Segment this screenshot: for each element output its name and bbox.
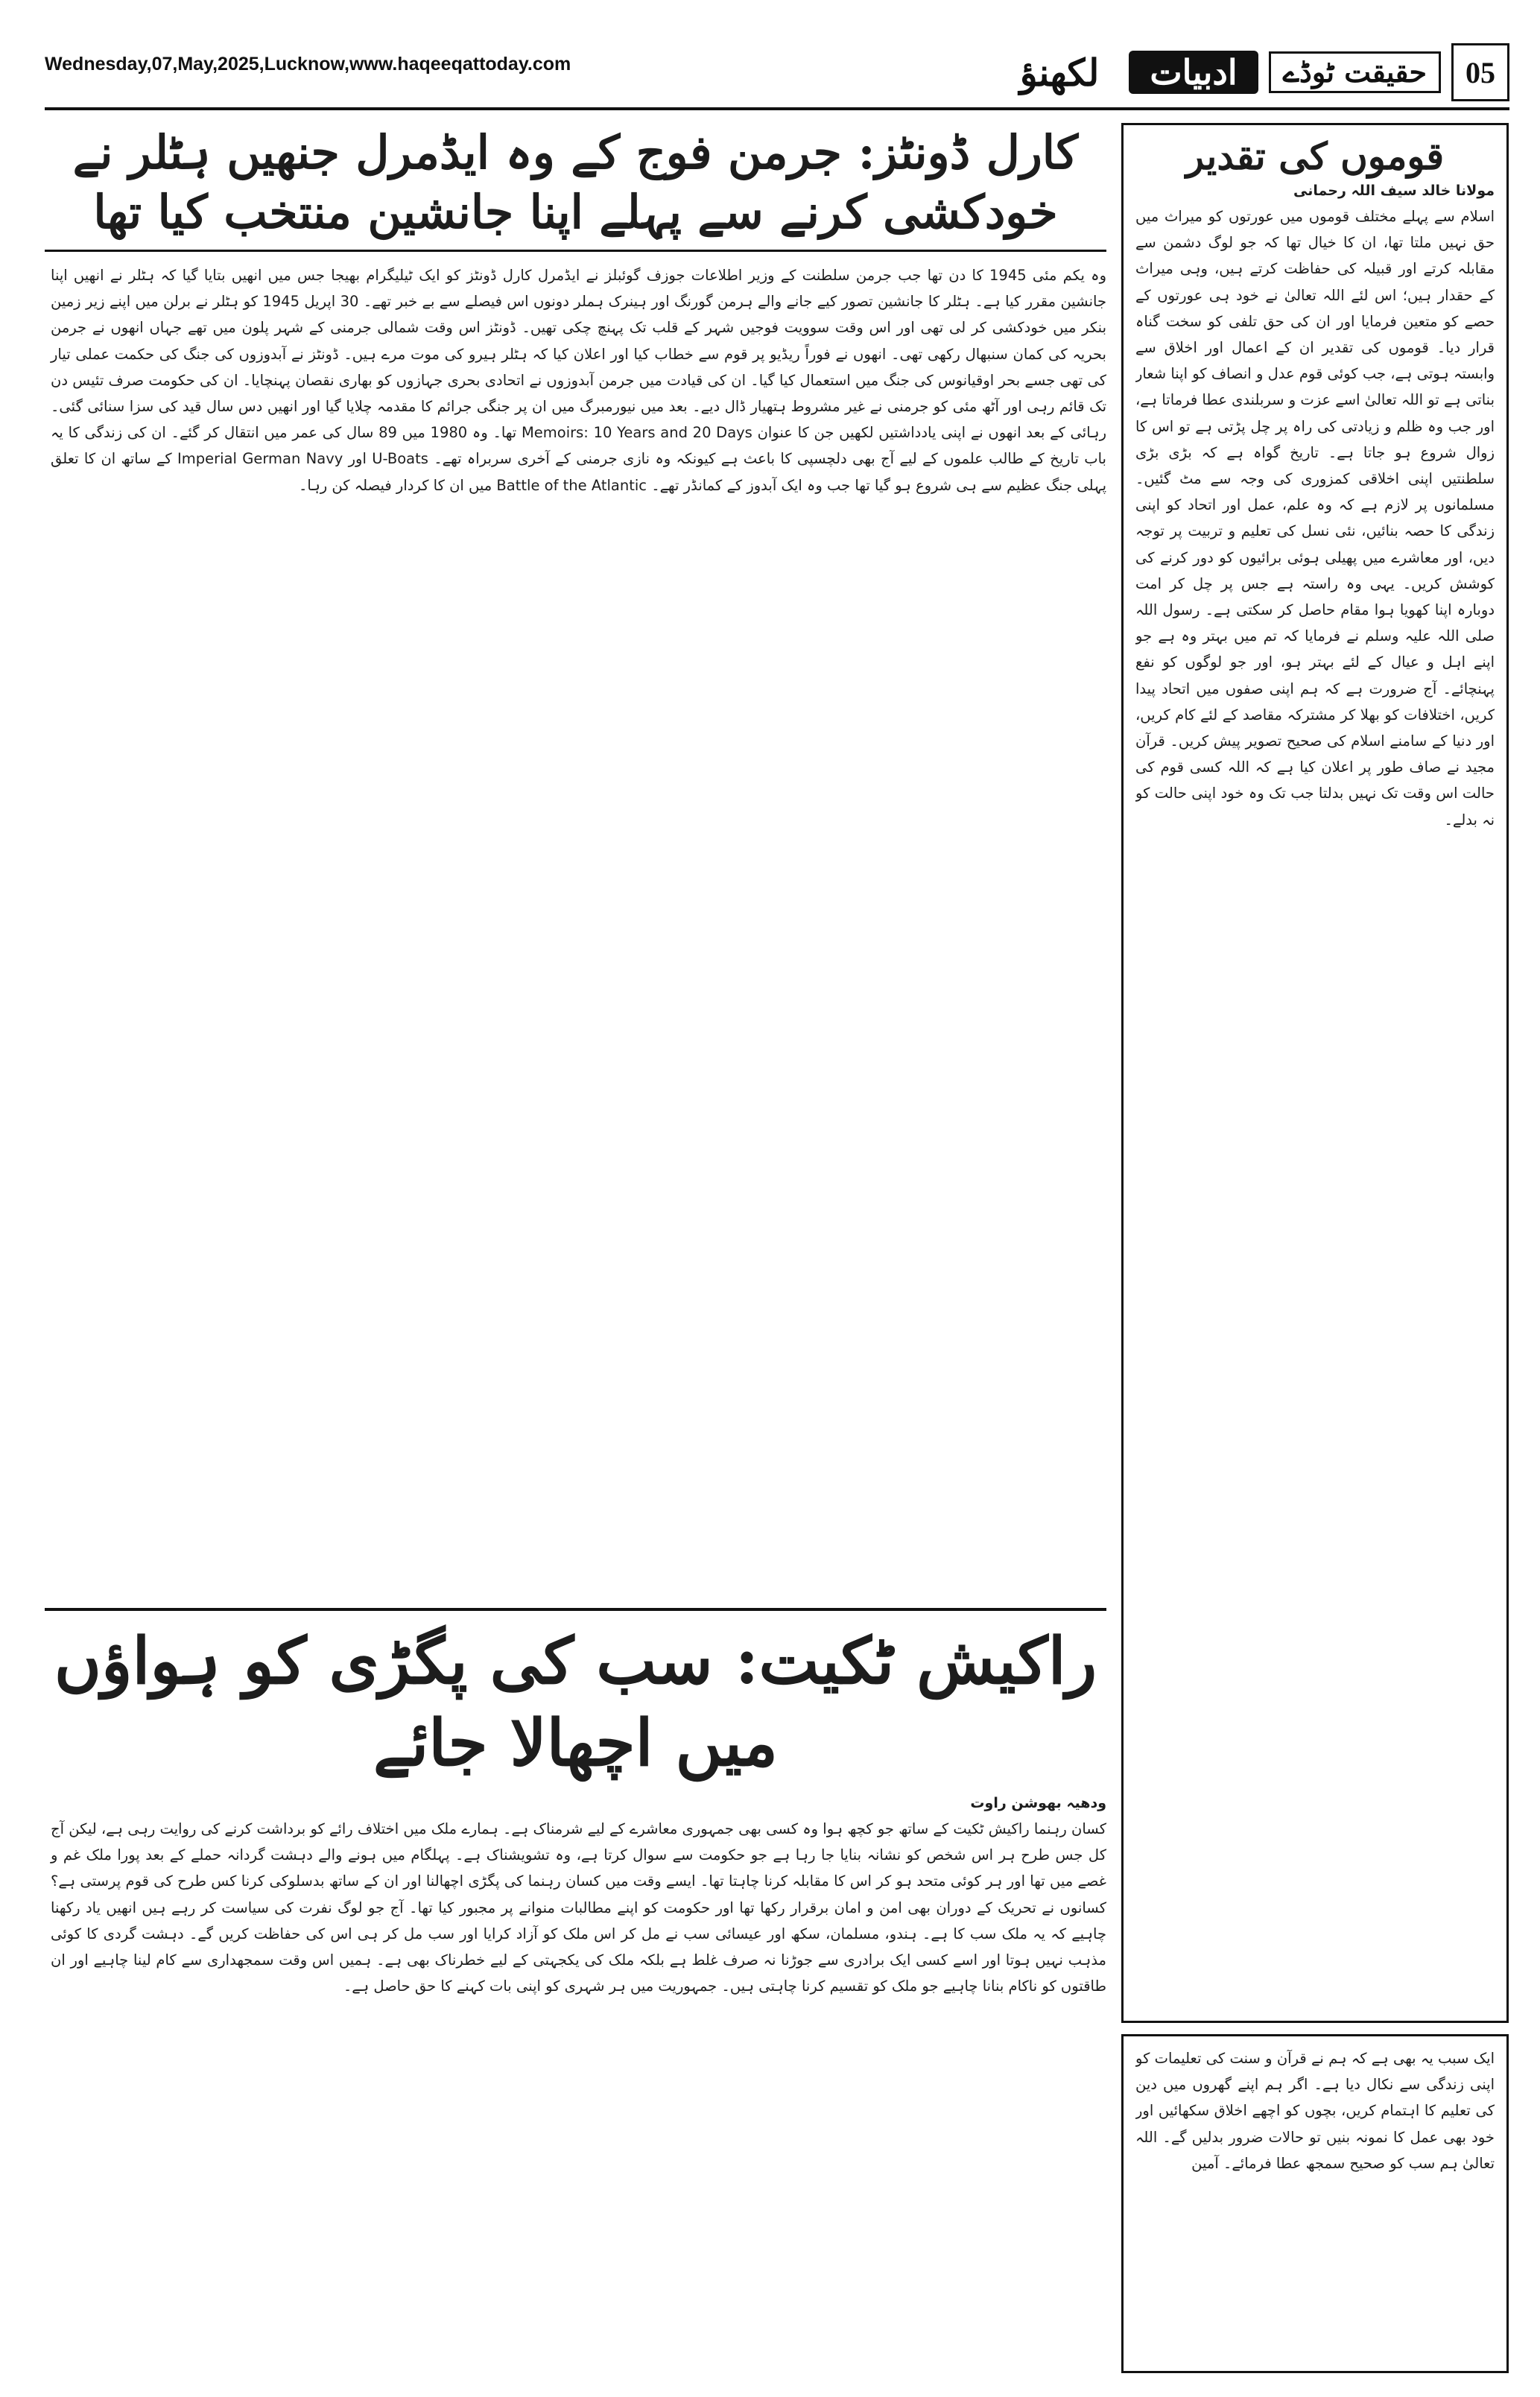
article-karl-donitz [45,123,1106,1613]
article2-author: ودھیہ بھوشن راوت [970,1795,1106,1811]
column-right-text: اسلام سے پہلے مختلف قوموں میں عورتوں کو میراث میں حق نہیں ملتا تھا، ان کا خیال تھا کہ جو لوگ دشمن سے مقابلہ کرتے اور قبیلہ کی حفاظت کرتے ہیں، وہی میراث کے حقدار ہیں؛ اس لئے اللہ تعالیٰ نے خود ہی عورتوں کے حصے کو متعین فرمایا اور ان کی حق تلفی کو سخت گناہ قرار دیا۔ قوموں کی تقدیر ان کے اعمال اور اخلاق سے وابستہ ہوتی ہے، جب کوئی قوم عدل و انصاف کو اپنا شعار بناتی ہے تو اللہ تعالیٰ اسے عزت و سربلندی عطا فرماتا ہے، اور جب وہ ظلم و زیادتی کی راہ پر چل پڑتی ہے تو اس کا زوال شروع ہو جاتا ہے۔ تاریخ گواہ ہے کہ بڑی بڑی سلطنتیں اپنی اخلاقی کمزوری کی وجہ سے مٹ گئیں۔ مسلمانوں پر لازم ہے کہ وہ علم، عمل اور اتحاد کو اپنی زندگی کا حصہ بنائیں، نئی نسل کی تعلیم و تربیت پر توجہ دیں، اور معاشرے میں پھیلی ہوئی برائیوں کو دور کرنے کی کوشش کریں۔ یہی وہ راستہ ہے جس پر چل کر امت دوبارہ اپنا کھویا ہوا مقام حاصل کر سکتی ہے۔ رسول اللہ صلی اللہ علیہ وسلم نے فرمایا کہ تم میں بہتر وہ ہے جو اپنے اہل و عیال کے لئے بہتر ہو، اور جو لوگوں کو نفع پہنچائے۔ آج ضرورت ہے کہ ہم اپنی صفوں میں اتحاد پیدا کریں، اختلافات کو بھلا کر مشترکہ مقاصد کے لئے کام کریں، اور دنیا کے سامنے اسلام کی صحیح تصویر پیش کریں۔ قرآن مجید نے صاف طور پر اعلان کیا ہے کہ اللہ کسی قوم کی حالت اس وقت تک نہیں بدلتا جب تک وہ خود اپنی حالت کو نہ بدلے۔ [1135,208,1495,829]
brand-bar [1001,43,1509,101]
article2-text: کسان رہنما راکیش ٹکیت کے ساتھ جو کچھ ہوا وہ کسی بھی جمہوری معاشرے کے لیے شرمناک ہے۔ ہمارے ملک میں اختلاف رائے کو برداشت کرنے کی روایت رہی ہے، لیکن آج کل جس طرح ہر اس شخص کو نشانہ بنایا جا رہا ہے جو حکومت سے سوال کرتا ہے، وہ تشویشناک ہے۔ پہلگام میں ہونے والے دہشت گردانہ حملے کے بعد پورا ملک غم و غصے میں تھا اور ہر کوئی متحد ہو کر اس کا مقابلہ کرنا چاہتا تھا۔ ایسے وقت میں کسان رہنما کی پگڑی اچھالنا اور ان کے ساتھ بدسلوکی کرنا کس طرح کی قوم پرستی ہے؟ کسانوں نے تحریک کے دوران بھی امن و امان برقرار رکھا تھا اور حکومت کو اپنے مطالبات منوانے پر مجبور کیا تھا۔ آج جو لوگ نفرت کی سیاست کر رہے ہیں انھیں یاد رکھنا چاہیے کہ یہ ملک سب کا ہے۔ ہندو، مسلمان، سکھ اور عیسائی سب نے مل کر اس ملک کو آزاد کرایا اور سب مل کر ہی اس کی حفاظت کریں گے۔ دہشت گردی کا کوئی مذہب نہیں ہوتا اور اسے کسی ایک برادری سے جوڑنا نہ صرف غلط ہے بلکہ ملک کی یکجہتی کے لیے خطرناک بھی ہے۔ ہمیں اس وقت سمجھداری سے کام لینا چاہیے اور ان طاقتوں کو ناکام بنانا چاہیے جو ملک کو تقسیم کرنا چاہتی ہیں۔ جمہوریت میں ہر شہری کو اپنی بات کہنے کا حق حاصل ہے۔ [51,1820,1106,1995]
dateline: Wednesday,07,May,2025,Lucknow,www.haqeeqattoday.com [45,54,571,75]
article1-columns [45,262,1106,1663]
city-name: لکھنؤ [1019,50,1100,95]
page-number: 05 [1451,43,1509,101]
article-rakesh-tikait [45,1621,1106,2373]
paper-name: حقیقت ٹوڈے [1269,51,1441,93]
section-divider [45,1608,1106,1611]
masthead [45,43,1509,110]
column-right-author: مولانا خالد سیف اللہ رحمانی [1293,183,1495,199]
article2-headline: راکیش ٹکیت: سب کی پگڑی کو ہواؤں میں اچھالا جائے [54,1624,1097,1781]
article1-headline: کارل ڈونٹز: جرمن فوج کے وہ ایڈمرل جنھیں ہٹلر نے خودکشی کرنے سے پہلے اپنا جانشین منتخب کیا تھا [45,123,1106,252]
article1-text: وہ یکم مئی 1945 کا دن تھا جب جرمن سلطنت کے وزیر اطلاعات جوزف گوئبلز نے ایڈمرل کارل ڈونٹز کو ایک ٹیلیگرام بھیجا جس میں انھیں بتایا گیا کہ ہٹلر نے انھیں اپنا جانشین مقرر کیا ہے۔ ہٹلر کا جانشین تصور کیے جانے والے ہرمن گورنگ اور ہینرک ہملر دونوں اس فیصلے سے بے خبر تھے۔ 30 اپریل 1945 کو ہٹلر نے برلن میں اپنے زیر زمین بنکر میں خودکشی کر لی تھی اور اس وقت سوویت فوجیں شہر کے قلب تک پہنچ چکی تھیں۔ ڈونٹز اس وقت شمالی جرمنی کے شہر پلون میں تھے جہاں انھوں نے جرمن بحریہ کی کمان سنبھال رکھی تھی۔ انھوں نے فوراً ریڈیو پر قوم سے خطاب کیا اور اعلان کیا کہ ہٹلر ہیرو کی موت مرے ہیں۔ ڈونٹز نے آبدوزوں کی جنگ کی حکمت عملی تیار کی تھی جسے بحر اوقیانوس کی جنگ میں استعمال کیا گیا۔ ان کی قیادت میں جرمن آبدوزوں نے اتحادی بحری جہازوں کو بھاری نقصان پہنچایا۔ ان کی حکومت صرف تئیس دن تک قائم رہی اور آٹھ مئی کو جرمنی نے غیر مشروط ہتھیار ڈال دیے۔ بعد میں نیورمبرگ میں ان پر جنگی جرائم کا مقدمہ چلایا گیا اور انھیں دس سال قید کی سزا سنائی گئی۔ رہائی کے بعد انھوں نے اپنی یادداشتیں لکھیں جن کا عنوان Memoirs: 10 Years and 20 Days تھا۔ وہ 1980 میں 89 سال کی عمر میں انتقال کر گئے۔ ان کی زندگی کا یہ باب تاریخ کے طالب علموں کے لیے آج بھی دلچسپی کا باعث ہے کیونکہ وہ نازی جرمنی کے آخری سربراہ تھے۔ U-Boats اور Imperial German Navy کے ساتھ ان کا تعلق پہلی جنگ عظیم سے ہی شروع ہو گیا تھا جب وہ ایک آبدوز کے کمانڈر تھے۔ Battle of the Atlantic میں ان کا کردار فیصلہ کن رہا۔ [51,267,1106,494]
article2-columns [45,1816,1106,2397]
section-title: ادبیات [1129,51,1258,95]
column-right-title: قوموں کی تقدیر [1185,134,1445,178]
column-right-bottom-text: ایک سبب یہ بھی ہے کہ ہم نے قرآن و سنت کی تعلیمات کو اپنی زندگی سے نکال دیا ہے۔ اگر ہم اپنے گھروں میں دین کی تعلیم کا اہتمام کریں، بچوں کو اچھے اخلاق سکھائیں اور خود بھی عمل کا نمونہ بنیں تو حالات ضرور بدلیں گے۔ اللہ تعالیٰ ہم سب کو صحیح سمجھ عطا فرمائے۔ آمین [1135,2050,1495,2172]
column-right-article [1121,123,1509,2023]
column-right-continuation [1121,2034,1509,2373]
